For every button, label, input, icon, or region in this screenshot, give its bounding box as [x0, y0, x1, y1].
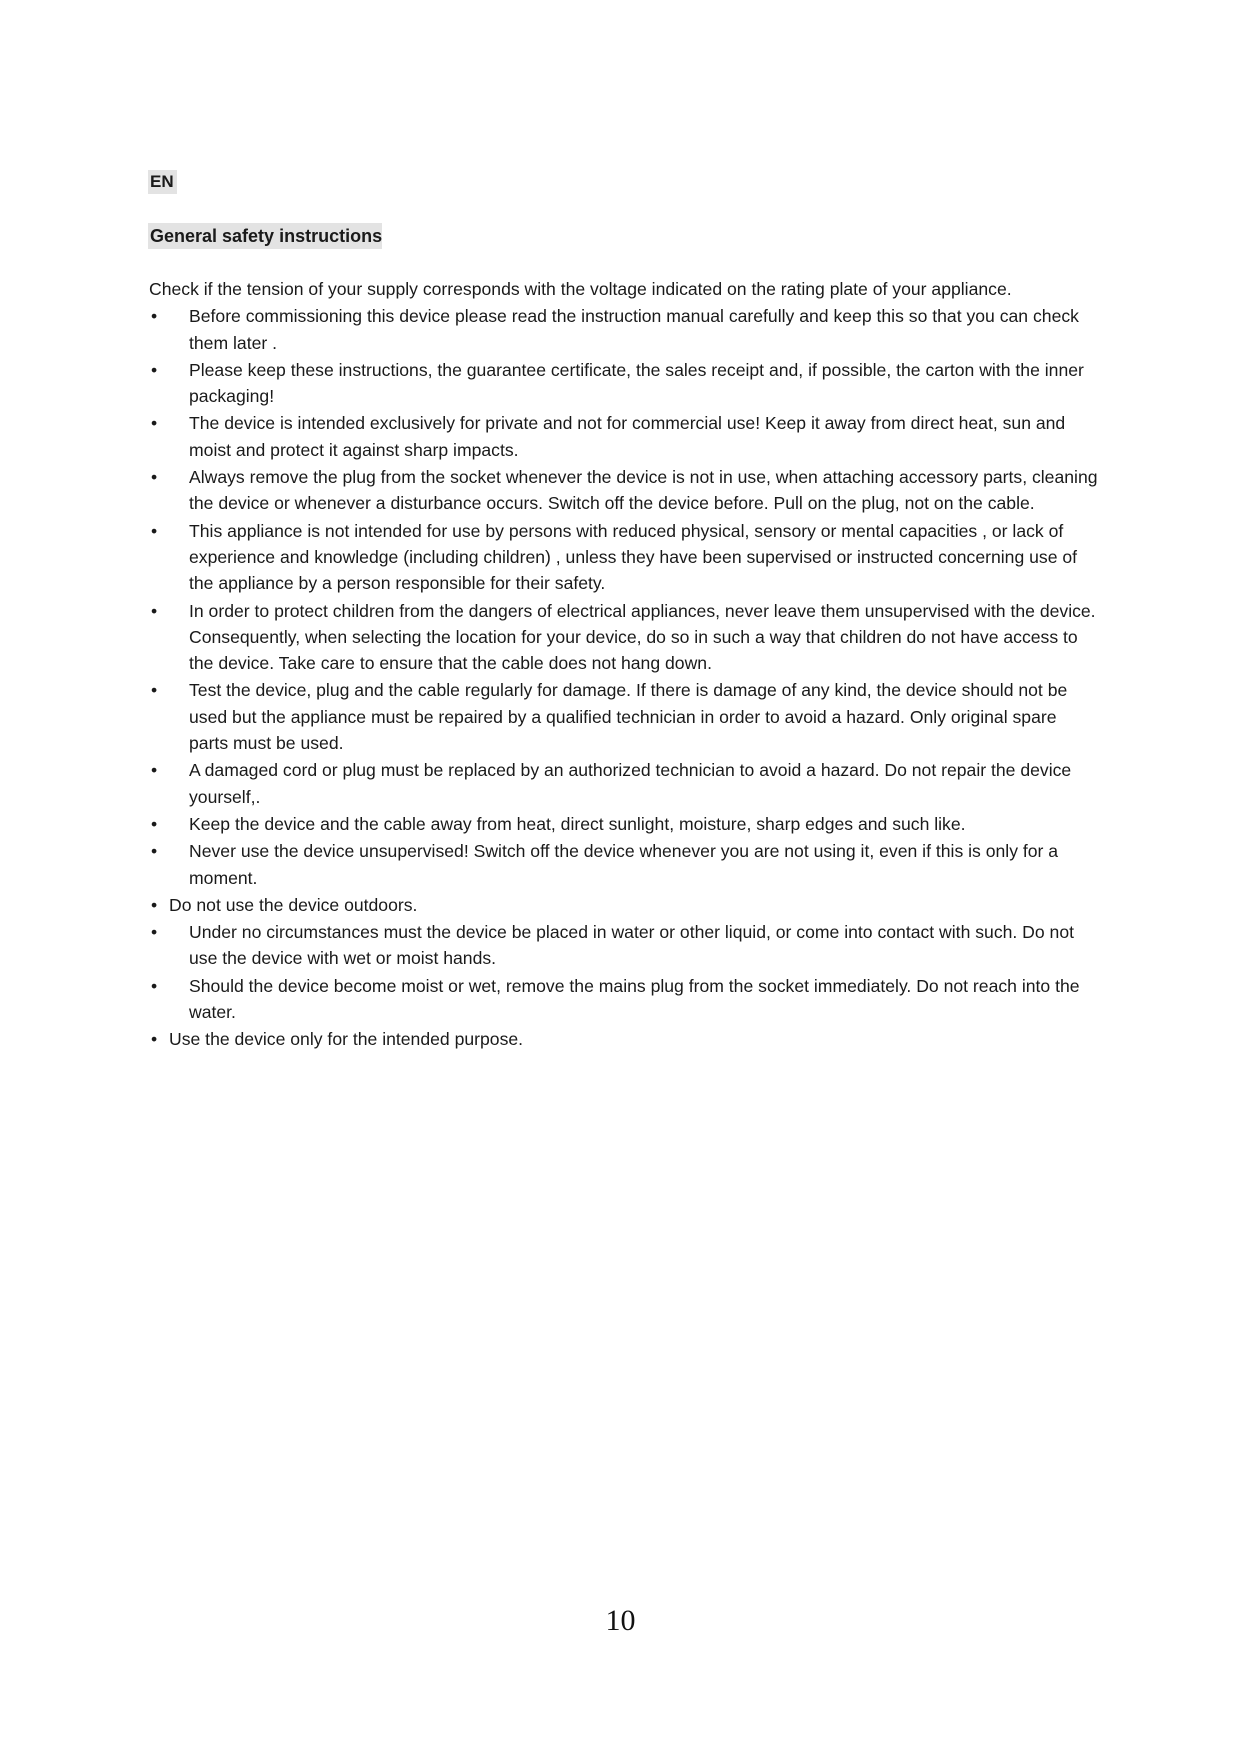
- list-item: [149, 464, 1099, 517]
- bullet-icon: •: [151, 841, 158, 862]
- list-item-text: Use the device only for the intended purpose.: [169, 1029, 524, 1050]
- list-item-text: Test the device, plug and the cable regularly for damage. If there is damage of any kind, the device should not be used but the appliance must be repaired by a qualified technician in order to avoid a hazard. Only original spare parts must be used.: [189, 680, 1068, 754]
- bullet-icon: •: [151, 413, 158, 434]
- bullet-icon: •: [151, 467, 158, 488]
- list-item: [149, 357, 1099, 410]
- list-item: [149, 757, 1099, 810]
- list-item-text: Do not use the device outdoors.: [169, 894, 418, 915]
- list-item: [149, 1026, 1099, 1052]
- language-tag: EN: [148, 170, 177, 194]
- bullet-icon: •: [151, 1029, 158, 1050]
- bullet-icon: •: [151, 680, 158, 701]
- list-item-text: Never use the device unsupervised! Switch off the device whenever you are not using it, even if this is only for a moment.: [189, 841, 1059, 888]
- list-item: [149, 518, 1099, 597]
- list-item-text: Please keep these instructions, the guarantee certificate, the sales receipt and, if possible, the carton with the inner packaging!: [189, 359, 1084, 407]
- list-item: [149, 919, 1099, 972]
- list-item: [149, 838, 1099, 891]
- list-item: [149, 892, 1099, 918]
- list-item-text: Always remove the plug from the socket whenever the device is not in use, when attaching accessory parts, cleaning the device or whenever a disturbance occurs. Switch off the device before. Pull on the plug, not on the cable.: [189, 467, 1098, 514]
- bullet-icon: •: [151, 359, 158, 380]
- bullet-icon: •: [151, 760, 158, 781]
- instructions-body: [149, 276, 1099, 1054]
- list-item-text: In order to protect children from the dangers of electrical appliances, never leave them unsupervised with the device. Consequently, when selecting the location for your device, do so in such a way that children do not have access to the device. Take care to ensure that the cable does not hang down.: [189, 600, 1096, 674]
- section-title: General safety instructions: [148, 223, 382, 249]
- list-item: [149, 973, 1099, 1026]
- list-item: [149, 677, 1099, 756]
- list-item-text: Should the device become moist or wet, remove the mains plug from the socket immediately. Do not reach into the water.: [189, 975, 1080, 1023]
- list-item-text: The device is intended exclusively for private and not for commercial use! Keep it away from direct heat, sun and moist and protect it against sharp impacts.: [189, 413, 1066, 460]
- list-item-text: Under no circumstances must the device be placed in water or other liquid, or come into contact with such. Do not use the device with wet or moist hands.: [189, 922, 1075, 969]
- bullet-icon: •: [151, 520, 158, 541]
- list-item: [149, 811, 1099, 837]
- page-number: 10: [605, 1604, 636, 1637]
- bullet-icon: •: [151, 600, 158, 621]
- list-item-text: This appliance is not intended for use by persons with reduced physical, sensory or mental capacities , or lack of experience and knowledge (including children) , unless they have been supervised or instructed concerning use of the appliance by a person responsible for their safety.: [189, 520, 1078, 594]
- bullet-icon: •: [151, 975, 158, 996]
- list-item: [149, 598, 1099, 677]
- bullet-icon: •: [151, 894, 158, 915]
- list-item-text: Keep the device and the cable away from heat, direct sunlight, moisture, sharp edges and such like.: [189, 813, 966, 834]
- bullet-icon: •: [151, 813, 158, 834]
- list-item-text: Before commissioning this device please read the instruction manual carefully and keep this so that you can check them later .: [189, 306, 1079, 353]
- list-item: [149, 303, 1099, 356]
- list-item: [149, 410, 1099, 463]
- bullet-icon: •: [151, 922, 158, 943]
- intro-paragraph: Check if the tension of your supply corresponds with the voltage indicated on the rating plate of your appliance.: [149, 279, 1012, 299]
- list-item-text: A damaged cord or plug must be replaced by an authorized technician to avoid a hazard. Do not repair the device yourself,.: [189, 760, 1072, 807]
- bullet-icon: •: [151, 306, 158, 327]
